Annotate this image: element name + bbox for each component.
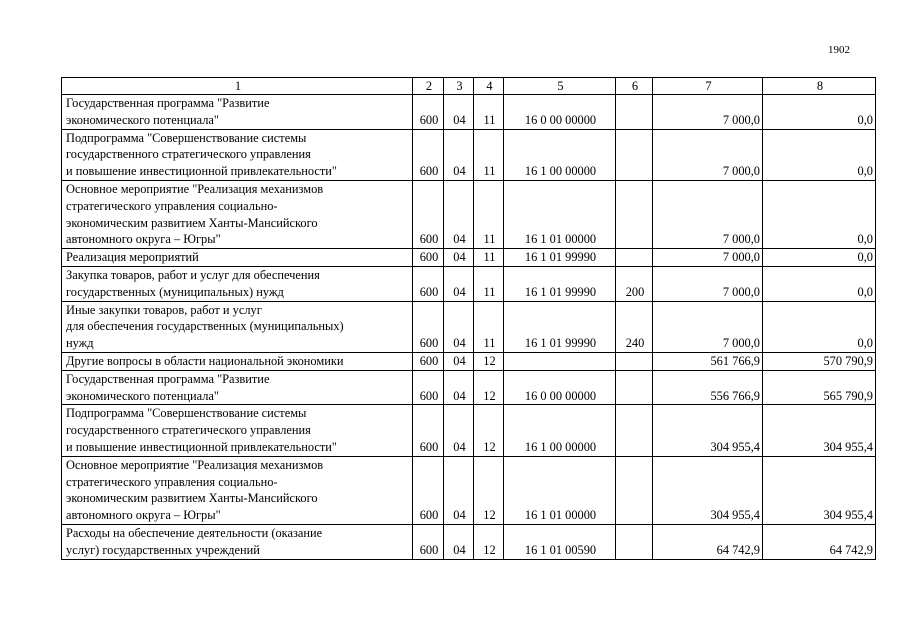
cell-expense-type	[616, 370, 653, 405]
cell-amount-8: 565 790,9	[763, 370, 876, 405]
budget-table	[61, 77, 876, 560]
cell-subsection: 12	[474, 352, 504, 370]
table-row	[62, 352, 876, 370]
cell-name: Государственная программа "Развитие экономического потенциала"	[62, 370, 413, 405]
cell-target-article	[504, 352, 616, 370]
cell-section: 04	[444, 249, 474, 267]
cell-expense-type	[616, 95, 653, 130]
cell-name: Подпрограмма "Совершенствование системы государственного стратегического управления и повышение инвестиционной привлекательности"	[62, 405, 413, 456]
cell-amount-8: 0,0	[763, 95, 876, 130]
cell-ministry: 600	[413, 266, 444, 301]
cell-section: 04	[444, 95, 474, 130]
table-header-row	[62, 78, 876, 95]
cell-ministry: 600	[413, 249, 444, 267]
cell-section: 04	[444, 352, 474, 370]
cell-section: 04	[444, 129, 474, 180]
cell-subsection: 12	[474, 405, 504, 456]
cell-amount-8: 0,0	[763, 129, 876, 180]
header-col-6: 6	[616, 78, 653, 95]
table-row	[62, 405, 876, 456]
cell-amount-7: 304 955,4	[653, 456, 763, 524]
cell-expense-type	[616, 249, 653, 267]
cell-amount-7: 64 742,9	[653, 524, 763, 559]
cell-ministry: 600	[413, 301, 444, 352]
cell-ministry: 600	[413, 405, 444, 456]
cell-amount-7: 7 000,0	[653, 129, 763, 180]
cell-name: Расходы на обеспечение деятельности (оказание услуг) государственных учреждений	[62, 524, 413, 559]
cell-ministry: 600	[413, 524, 444, 559]
cell-name: Основное мероприятие "Реализация механизмов стратегического управления социально- экономическим развитием Ханты-Мансийского автономного округа – Югры"	[62, 456, 413, 524]
cell-target-article: 16 1 00 00000	[504, 129, 616, 180]
cell-amount-7: 556 766,9	[653, 370, 763, 405]
page-number: 1902	[828, 44, 850, 56]
cell-ministry: 600	[413, 129, 444, 180]
cell-amount-7: 7 000,0	[653, 180, 763, 248]
cell-ministry: 600	[413, 95, 444, 130]
cell-expense-type: 240	[616, 301, 653, 352]
cell-amount-7: 7 000,0	[653, 249, 763, 267]
cell-amount-8: 304 955,4	[763, 456, 876, 524]
cell-target-article: 16 1 01 00590	[504, 524, 616, 559]
cell-target-article: 16 0 00 00000	[504, 370, 616, 405]
cell-amount-7: 7 000,0	[653, 95, 763, 130]
cell-target-article: 16 1 01 00000	[504, 456, 616, 524]
cell-ministry: 600	[413, 370, 444, 405]
cell-subsection: 12	[474, 456, 504, 524]
table-row	[62, 95, 876, 130]
cell-name: Государственная программа "Развитие экономического потенциала"	[62, 95, 413, 130]
cell-subsection: 12	[474, 524, 504, 559]
cell-target-article: 16 1 01 99990	[504, 249, 616, 267]
cell-target-article: 16 1 01 99990	[504, 266, 616, 301]
cell-name: Закупка товаров, работ и услуг для обеспечения государственных (муниципальных) нужд	[62, 266, 413, 301]
cell-amount-7: 561 766,9	[653, 352, 763, 370]
table-row	[62, 129, 876, 180]
cell-amount-7: 7 000,0	[653, 301, 763, 352]
cell-expense-type	[616, 456, 653, 524]
cell-subsection: 11	[474, 129, 504, 180]
cell-name: Реализация мероприятий	[62, 249, 413, 267]
cell-subsection: 11	[474, 301, 504, 352]
table-row	[62, 456, 876, 524]
header-col-4: 4	[474, 78, 504, 95]
cell-name: Подпрограмма "Совершенствование системы государственного стратегического управления и повышение инвестиционной привлекательности"	[62, 129, 413, 180]
cell-ministry: 600	[413, 456, 444, 524]
cell-section: 04	[444, 456, 474, 524]
cell-name: Основное мероприятие "Реализация механизмов стратегического управления социально- экономическим развитием Ханты-Мансийского автономного округа – Югры"	[62, 180, 413, 248]
table-row	[62, 370, 876, 405]
cell-expense-type	[616, 524, 653, 559]
cell-subsection: 11	[474, 249, 504, 267]
header-col-8: 8	[763, 78, 876, 95]
cell-amount-8: 0,0	[763, 266, 876, 301]
table-row	[62, 524, 876, 559]
cell-amount-8: 64 742,9	[763, 524, 876, 559]
cell-target-article: 16 1 01 99990	[504, 301, 616, 352]
cell-target-article: 16 1 01 00000	[504, 180, 616, 248]
header-col-5: 5	[504, 78, 616, 95]
cell-expense-type	[616, 405, 653, 456]
cell-amount-8: 0,0	[763, 249, 876, 267]
cell-section: 04	[444, 266, 474, 301]
cell-name: Иные закупки товаров, работ и услуг для обеспечения государственных (муниципальных) нужд	[62, 301, 413, 352]
cell-amount-7: 7 000,0	[653, 266, 763, 301]
cell-amount-8: 0,0	[763, 301, 876, 352]
cell-ministry: 600	[413, 180, 444, 248]
cell-amount-8: 304 955,4	[763, 405, 876, 456]
cell-expense-type	[616, 180, 653, 248]
header-col-3: 3	[444, 78, 474, 95]
cell-target-article: 16 0 00 00000	[504, 95, 616, 130]
cell-section: 04	[444, 524, 474, 559]
cell-amount-7: 304 955,4	[653, 405, 763, 456]
table-row	[62, 266, 876, 301]
table-row	[62, 249, 876, 267]
cell-amount-8: 570 790,9	[763, 352, 876, 370]
cell-section: 04	[444, 301, 474, 352]
cell-subsection: 11	[474, 95, 504, 130]
cell-subsection: 11	[474, 180, 504, 248]
cell-section: 04	[444, 180, 474, 248]
cell-expense-type	[616, 352, 653, 370]
header-col-7: 7	[653, 78, 763, 95]
cell-section: 04	[444, 405, 474, 456]
cell-subsection: 12	[474, 370, 504, 405]
cell-expense-type	[616, 129, 653, 180]
table-row	[62, 301, 876, 352]
cell-name: Другие вопросы в области национальной экономики	[62, 352, 413, 370]
table-row	[62, 180, 876, 248]
header-col-2: 2	[413, 78, 444, 95]
cell-expense-type: 200	[616, 266, 653, 301]
cell-subsection: 11	[474, 266, 504, 301]
cell-ministry: 600	[413, 352, 444, 370]
cell-amount-8: 0,0	[763, 180, 876, 248]
cell-target-article: 16 1 00 00000	[504, 405, 616, 456]
header-col-1: 1	[62, 78, 413, 95]
cell-section: 04	[444, 370, 474, 405]
